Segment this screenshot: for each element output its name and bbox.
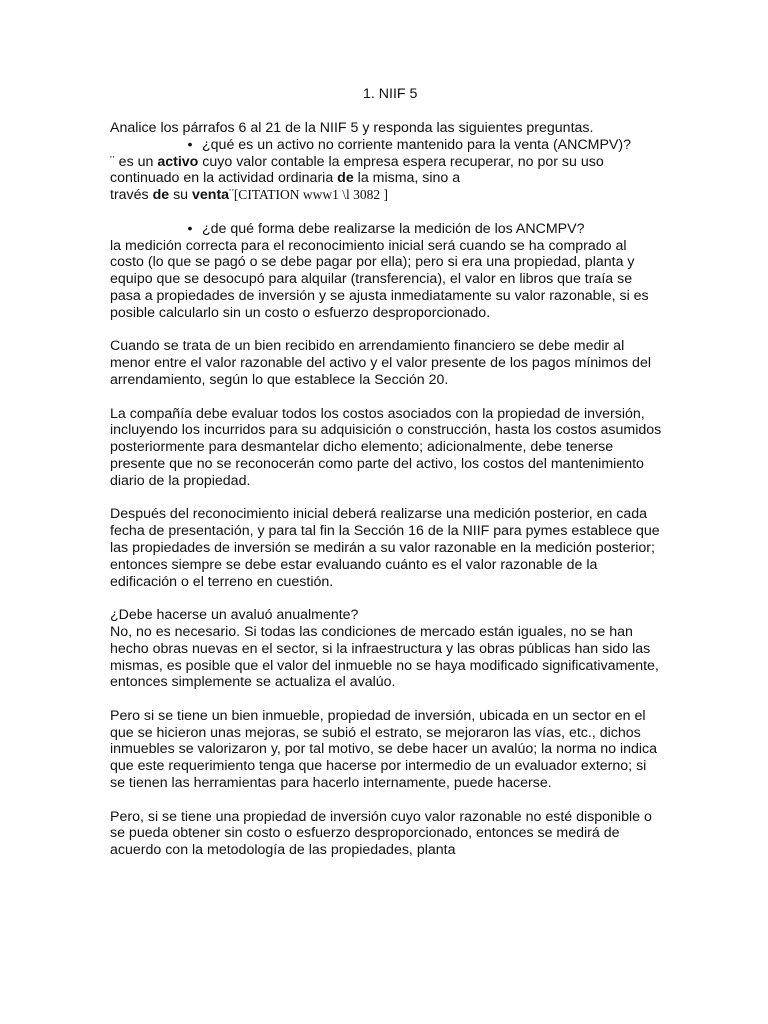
open-quote: ¨ bbox=[110, 153, 115, 170]
avaluo-answer: No, no es necesario. Si todas las condiciones de mercado están iguales, no se han hecho obras nuevas en el sector, si la infraestructura y las obras públicas han sido las mismas, es posible que el valor del inmueble no se haya modificado significativamente, entonces simplemente se actualiza el avalúo. bbox=[110, 623, 659, 691]
answer-1-paragraph: ¨ es un activo cuyo valor contable la empresa espera recuperar, no por su uso continuado en la actividad ordinaria de la misma, sino a través de su venta¨[CITATION www1 \l 3082 ] bbox=[110, 153, 604, 204]
intro-paragraph: Analice los párrafos 6 al 21 de la NIIF 5 y responda las siguientes preguntas. bbox=[110, 120, 594, 136]
bold-term-venta: venta bbox=[192, 187, 230, 204]
answer-2-paragraph: la medición correcta para el reconocimiento inicial será cuando se ha comprado al costo (lo que se pagó o se debe pagar por ella); pero si era una propiedad, planta y equipo que se desocupó para alquilar (transferencia), el valor en libros que traía se pasa a propiedades de inversión y se ajusta inmediatamente su valor razonable, si es posible calcularlo sin un costo o esfuerzo desproporcionado. bbox=[110, 237, 649, 321]
bullet-icon: • bbox=[187, 220, 193, 237]
document-body bbox=[110, 120, 662, 859]
close-quote: ¨ bbox=[229, 187, 234, 204]
bullet-icon: • bbox=[187, 136, 193, 153]
paragraph-arrendamiento: Cuando se trata de un bien recibido en arrendamiento financiero se debe medir al menor entre el valor razonable del activo y el valor presente de los pagos mínimos del arrendamiento, según lo que establece la Sección 20. bbox=[110, 338, 651, 388]
avaluo-question: ¿Debe hacerse un avaluó anualmente? bbox=[110, 607, 359, 624]
bold-term-activo: activo bbox=[157, 153, 199, 170]
bold-term-de: de bbox=[337, 170, 354, 187]
question-2-text: ¿de qué forma debe realizarse la medición de los ANCMPV? bbox=[202, 220, 585, 237]
question-2-item bbox=[110, 221, 662, 238]
paragraph-mejoras: Pero si se tiene un bien inmueble, propiedad de inversión, ubicada en un sector en el que se hicieron unas mejoras, se subió el estrato, se mejoraron las vías, etc., dichos inmuebles se valorizaron y, por tal motivo, se debe hacer un avalúo; la norma no indica que este requerimiento tenga que hacerse por intermedio de un evaluador externo; si se tienen las herramientas para hacerlo internamente, puede hacerse. bbox=[110, 707, 658, 792]
question-1-item bbox=[110, 137, 662, 154]
question-1-text: ¿qué es un activo no corriente mantenido para la venta (ANCMPV)? bbox=[202, 136, 631, 153]
section-heading: 1. NIIF 5 bbox=[363, 86, 418, 102]
bold-term-de-2: de bbox=[152, 187, 170, 204]
paragraph-valor-no-disponible: Pero, si se tiene una propiedad de inversión cuyo valor razonable no esté disponible o se pueda obtener sin costo o esfuerzo desproporcionado, entonces se medirá de acuerdo con la metodología de las propiedades, planta bbox=[110, 808, 652, 859]
citation-field: [CITATION www1 \l 3082 ] bbox=[233, 187, 388, 203]
paragraph-costos: La compañía debe evaluar todos los costos asociados con la propiedad de inversión, incluyendo los incurridos para su adquisición o construcción, hasta los costos asumidos posteriormente para desmantelar dicho elemento; adicionalmente, debe tenerse presente que no se reconocerán como parte del activo, los costos del mantenimiento diario de la propiedad. bbox=[110, 405, 662, 489]
paragraph-medicion-posterior: Después del reconocimiento inicial deberá realizarse una medición posterior, en cada fecha de presentación, y para tal fin la Sección 16 de la NIIF para pymes establece que las propiedades de inversión se medirán a su valor razonable en la medición posterior; entonces siempre se debe estar evaluando cuánto es el valor razonable de la edificación o el terreno en cuestión. bbox=[110, 506, 660, 590]
